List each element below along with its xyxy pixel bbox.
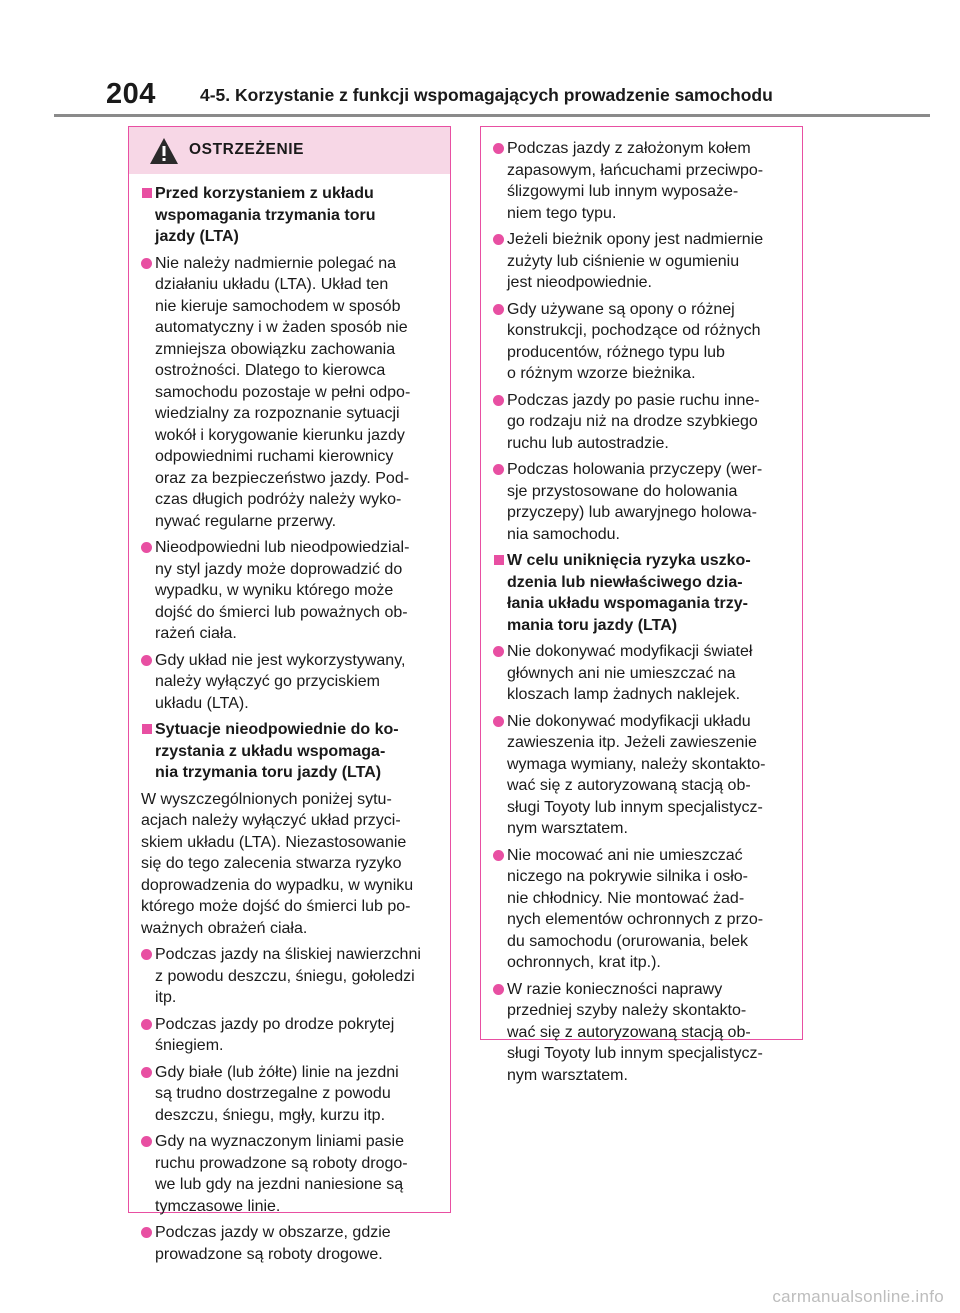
item-text: Nie dokonywać modyfikacji świateł głównych ani nie umieszczać na kloszach lamp żadnych naklejek. [507, 643, 753, 703]
bullet-item [493, 299, 796, 385]
bullet-item [493, 641, 796, 706]
section-heading [141, 183, 444, 248]
watermark: carmanualsonline.info [772, 1287, 944, 1306]
item-text: Nieodpowiedni lub nieodpowiedzial- ny styl jazdy może doprowadzić do wypadku, w wyniku którego może dojść do śmierci lub poważnych ob- rażeń ciała. [155, 539, 410, 642]
item-text: Jeżeli bieżnik opony jest nadmiernie zużyty lub ciśnienie w ogumieniu jest nieodpowiednie. [507, 231, 764, 291]
bullet-item [141, 253, 444, 533]
bullet-dot-icon [141, 655, 152, 666]
item-text: Nie należy nadmiernie polegać na działaniu układu (LTA). Układ ten nie kieruje samochodem w sposób automatyczny i w żaden sposób nie zmniejsza obowiązku zachowania ostrożności. Dlatego to kierowca samochodu pozostaje w pełni odpo- wiedzialny za rozpoznanie sytuacji wokół i korygowanie kierunku jazdy odpowiednimi ruchami kierownicy oraz za bezpieczeństwo jazdy. Pod- czas długich podróży należy wyko- nywać regularne przerwy. [155, 254, 411, 530]
warning-content-left [129, 174, 450, 1265]
bullet-dot-icon [493, 395, 504, 406]
square-marker-icon [494, 555, 504, 565]
section-heading [493, 550, 796, 636]
warning-header [129, 127, 450, 174]
warning-box-left [128, 126, 451, 1263]
item-text: Podczas holowania przyczepy (wer- sje przystosowane do holowania przyczepy) lub awaryjnego holowa- nia samochodu. [507, 461, 763, 543]
bullet-dot-icon [493, 234, 504, 245]
item-text: Podczas jazdy po drodze pokrytej śniegiem. [155, 1015, 395, 1054]
square-marker-icon [142, 724, 152, 734]
warning-title: OSTRZEŻENIE [189, 141, 305, 158]
item-text: W celu uniknięcia ryzyka uszko- dzenia lub niewłaściwego dzia- łania układu wspomagania trzy- mania toru jazdy (LTA) [507, 552, 751, 634]
item-text: Gdy na wyznaczonym liniami pasie ruchu prowadzone są roboty drogo- we lub gdy na jezdni naniesione są tymczasowe linie. [155, 1133, 408, 1215]
bullet-item [493, 390, 796, 455]
bullet-item [493, 459, 796, 545]
page-number: 204 [106, 78, 156, 110]
item-text: Nie dokonywać modyfikacji układu zawieszenia itp. Jeżeli zawieszenie wymaga wymiany, należy skontakto- wać się z autoryzowaną stacją ob- sługi Toyoty lub innym specjalistycz- nym warsztatem. [507, 712, 766, 837]
bullet-item [141, 944, 444, 1009]
item-text: Podczas jazdy na śliskiej nawierzchni z powodu deszczu, śniegu, gołoledzi itp. [155, 946, 421, 1006]
bullet-item [493, 711, 796, 840]
item-text: Podczas jazdy po pasie ruchu inne- go rodzaju niż na drodze szybkiego ruchu lub autostradzie. [507, 391, 760, 452]
chapter-title: 4-5. Korzystanie z funkcji wspomagających prowadzenie samochodu [200, 85, 773, 105]
bullet-item [493, 229, 796, 294]
item-text: Gdy układ nie jest wykorzystywany, należy wyłączyć go przyciskiem układu (LTA). [155, 651, 406, 712]
page-header [0, 0, 960, 118]
bullet-dot-icon [493, 646, 504, 657]
bullet-item [141, 1062, 444, 1127]
section-heading [141, 719, 444, 784]
bullet-item [141, 1131, 444, 1217]
bullet-item [493, 979, 796, 1087]
bullet-dot-icon [141, 542, 152, 553]
item-text: Przed korzystaniem z układu wspomagania trzymania toru jazdy (LTA) [155, 185, 376, 245]
bullet-dot-icon [141, 1136, 152, 1147]
warning-triangle-icon [149, 137, 179, 165]
bullet-dot-icon [493, 464, 504, 475]
item-text: Podczas jazdy z założonym kołem zapasowym, łańcuchami przeciwpo- ślizgowymi lub innym wyposaże- niem tego typu. [507, 140, 764, 222]
item-text: W wyszczególnionych poniżej sytu- acjach należy wyłączyć układ przyci- skiem układu (LTA). Niezastosowanie się do tego zalecenia stwarza ryzyko doprowadzenia do wypadku, w wyniku którego może dojść do śmierci lub po- ważnych obrażeń ciała. [141, 790, 414, 937]
item-text: Podczas jazdy w obszarze, gdzie prowadzone są roboty drogowe. [155, 1224, 391, 1263]
bullet-item [493, 138, 796, 224]
bullet-dot-icon [141, 949, 152, 960]
item-text: Gdy białe (lub żółte) linie na jezdni są trudno dostrzegalne z powodu deszczu, śniegu, mgły, kurzu itp. [155, 1063, 399, 1124]
bullet-item [141, 1222, 444, 1265]
bullet-item [141, 537, 444, 645]
bullet-dot-icon [493, 143, 504, 154]
bullet-item [141, 650, 444, 715]
bullet-dot-icon [493, 716, 504, 727]
item-text: Sytuacje nieodpowiednie do ko- rzystania z układu wspomaga- nia trzymania toru jazdy (LTA) [155, 721, 399, 781]
item-text: Nie mocować ani nie umieszczać niczego na pokrywie silnika i osło- nie chłodnicy. Nie montować żad- nych elementów ochronnych z przo- du samochodu (orurowania, belek ochronnych, krat itp.). [507, 846, 764, 971]
bullet-dot-icon [141, 1227, 152, 1238]
bullet-dot-icon [141, 1067, 152, 1078]
square-marker-icon [142, 188, 152, 198]
warning-content-right [481, 127, 802, 1086]
paragraph [141, 789, 444, 940]
bullet-dot-icon [493, 850, 504, 861]
bullet-item [141, 1014, 444, 1057]
warning-box-right [480, 126, 803, 1084]
bullet-item [493, 845, 796, 974]
bullet-dot-icon [493, 984, 504, 995]
item-text: W razie konieczności naprawy przedniej szyby należy skontakto- wać się z autoryzowaną stacją ob- sługi Toyoty lub innym specjalistycz- nym warsztatem. [507, 980, 763, 1084]
item-text: Gdy używane są opony o różnej konstrukcji, pochodzące od różnych producentów, różnego typu lub o różnym wzorze bieżnika. [507, 300, 761, 382]
bullet-dot-icon [141, 258, 152, 269]
bullet-dot-icon [141, 1019, 152, 1030]
bullet-dot-icon [493, 304, 504, 315]
header-divider [54, 114, 930, 117]
